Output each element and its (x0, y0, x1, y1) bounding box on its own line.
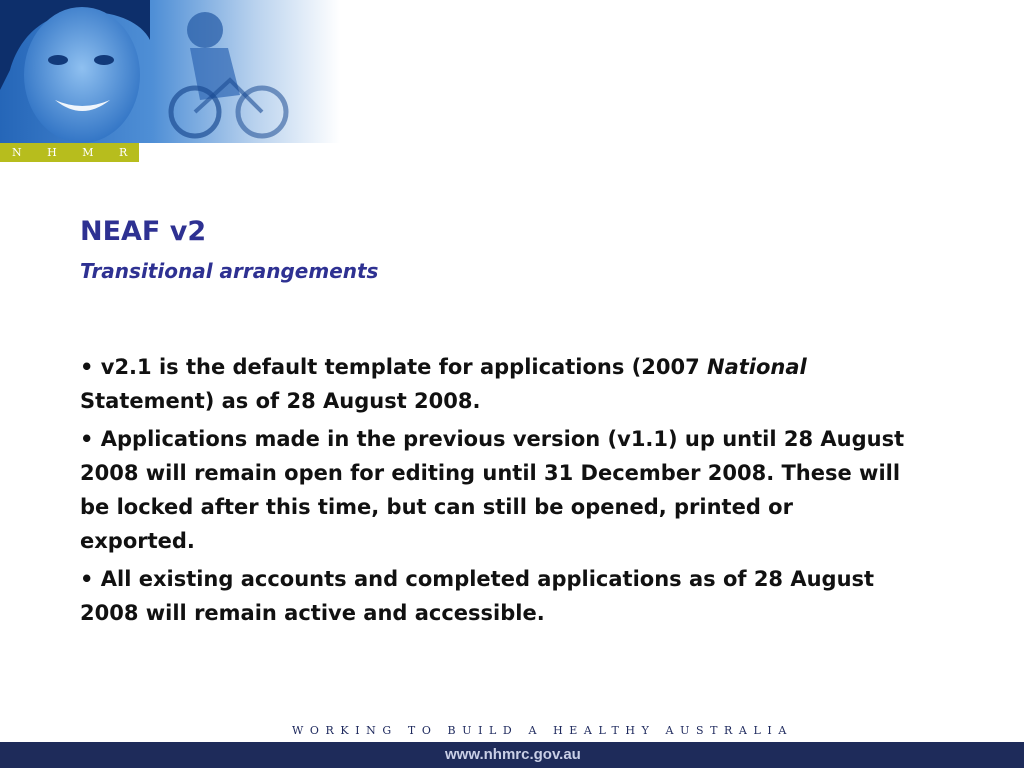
bullet-text-italic: National (707, 355, 807, 379)
bullet-marker: • (80, 355, 94, 379)
bullet-text: v2.1 is the default template for applications (2007 (100, 355, 708, 379)
bullet-text: Statement) as of 28 August 2008. (80, 389, 481, 413)
bullet-marker: • (80, 567, 94, 591)
bullet-text: Applications made in the previous version (v1.1) up until 28 August 2008 will remain open for editing until 31 December 2008. These will be locked after this time, but can still be opened, printed or exported. (80, 427, 905, 553)
header-photo-banner (0, 0, 340, 143)
footer-bar (0, 742, 1024, 768)
bullet-item-default-template (80, 350, 910, 418)
bullet-marker: • (80, 427, 94, 451)
nhmrc-logo-strip: N H M R C (0, 143, 139, 162)
slide-title: NEAF v2 (80, 216, 207, 247)
bullet-item-previous-version (80, 422, 910, 558)
banner-photo-image (0, 0, 340, 143)
bullet-item-existing-accounts (80, 562, 910, 630)
footer-tagline: WORKING TO BUILD A HEALTHY AUSTRALIA (292, 724, 793, 737)
bullet-list (80, 350, 910, 634)
bullet-text: All existing accounts and completed applications as of 28 August 2008 will remain active and accessible. (80, 567, 875, 625)
slide-subtitle: Transitional arrangements (80, 259, 379, 283)
footer-url-link[interactable]: www.nhmrc.gov.au (445, 746, 581, 763)
